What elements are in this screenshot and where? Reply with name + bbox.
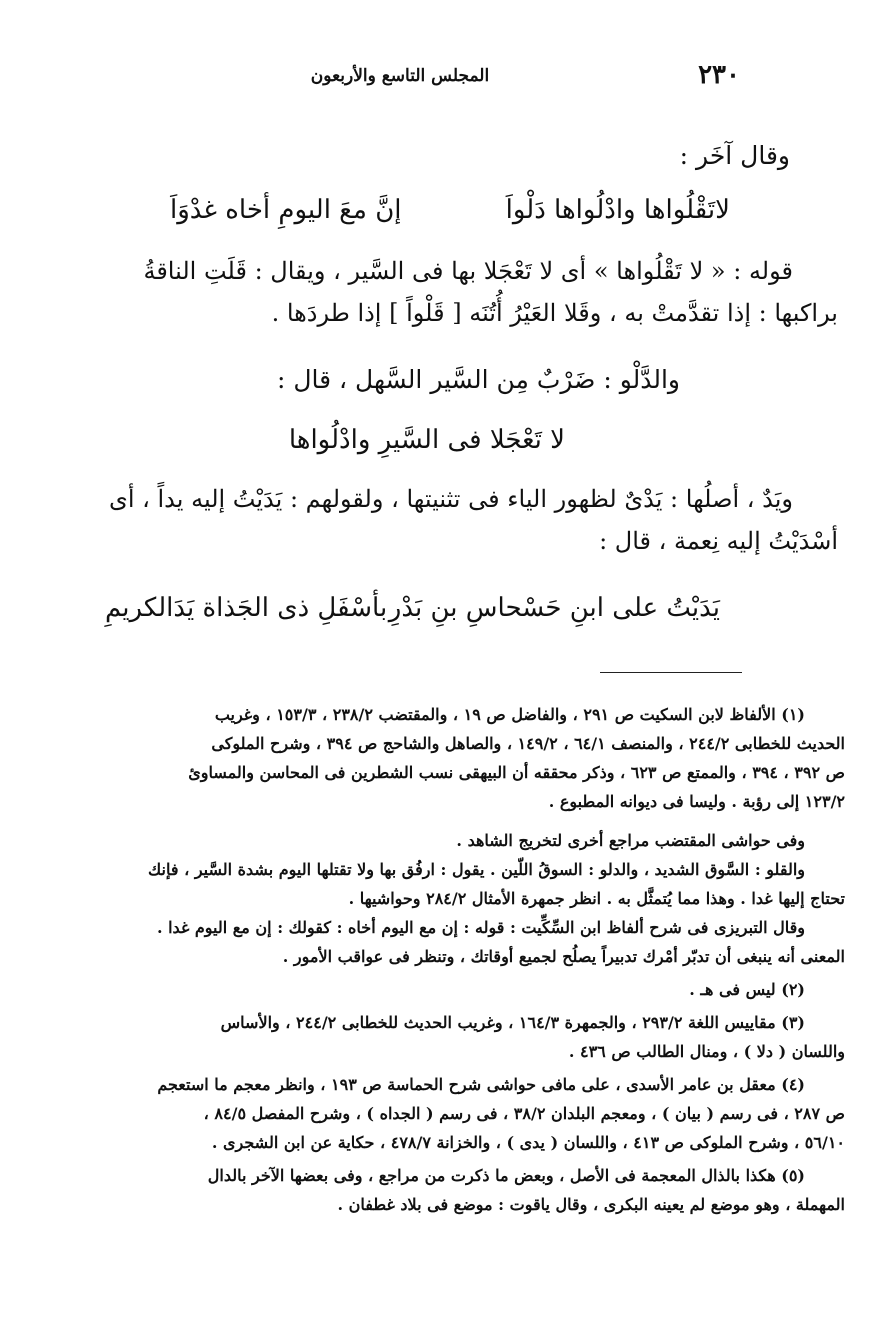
footnote-3-line-2: واللسان ( دلا ) ، ومنال الطالب ص ٤٣٦ . (568, 1042, 845, 1061)
chapter-title: المجلس التاسع والأربعون (310, 66, 490, 86)
footnote-1-line-4: ١٢٣/٢ إلى رؤبة . وليسا فى ديوانه المطبوع . (548, 792, 845, 811)
verse-3-second-hemistich: بأسْفَلِ ذى الجَذاة يَدَالكريمِ (105, 593, 388, 623)
footnote-1 (45, 700, 845, 816)
footnote-1-line-3: ص ٣٩٢ ، ٣٩٤ ، والممتع ص ٦٢٣ ، وذكر محققه أن البيهقى نسب الشطرين فى المحاسن والمساوئ (188, 763, 845, 782)
verse-1-second-hemistich: إنَّ معَ اليومِ أخاه غدْوَاَ (170, 195, 402, 225)
paragraph-2: والدَّلْو : ضَرْبٌ مِن السَّير السَّهل ، قال : (276, 365, 680, 394)
footnote-1b-line-3: تحتاج إليها غدا . وهذا مما يُتمثَّل به . انظر جمهرة الأمثال ٢٨٤/٢ وحواشيها . (348, 889, 845, 908)
verse-3-first-hemistich: يَدَيْتُ على ابنِ حَسْحاسِ بنِ بَدْرِ (388, 593, 720, 623)
footnote-1-line-2: الحديث للخطابى ٢٤٤/٢ ، والمنصف ٦٤/١ ، ١٤٩/٢ ، والصاهل والشاحج ص ٣٩٤ ، وشرح الملوكى (211, 734, 845, 753)
footnote-1b-line-2: والقلو : السَّوق الشديد ، والدلو : السوقُ اللّين . يقول : ارفُق بها ولا تقتلها اليوم بشدة السَّير ، فإنك (148, 860, 805, 879)
footnote-3-line-1: (٣) مقاييس اللغة ٢٩٣/٢ ، والجمهرة ١٦٤/٣ ، وغريب الحديث للخطابى ٢٤٤/٢ ، والأساس (220, 1013, 805, 1032)
footnotes (45, 700, 845, 1223)
footnote-2 (45, 975, 845, 1004)
paragraph-3 (43, 478, 838, 562)
footnote-2-line-1: (٢) ليس فى هـ . (689, 980, 805, 999)
footnote-separator (600, 672, 742, 673)
footnote-4-line-3: ٥٦/١٠ ، وشرح الملوكى ص ٤١٣ ، واللسان ( يدى ) ، والخزانة ٤٧٨/٧ ، حكاية عن ابن الشجرى . (211, 1133, 845, 1152)
footnote-1-line-1: (١) الألفاظ لابن السكيت ص ٢٩١ ، والفاضل ص ١٩ ، والمقتضب ٢٣٨/٢ ، ١٥٣/٣ ، وغريب (214, 705, 805, 724)
footnote-4-line-2: ص ٢٨٧ ، فى رسم ( بيان ) ، ومعجم البلدان ٣٨/٢ ، فى رسم ( الجداه ) ، وشرح المفصل ٨٤/٥ ، (203, 1104, 845, 1123)
running-head (60, 60, 740, 94)
paragraph-1-line-2: براكبها : إذا تقدَّمتْ به ، وقَلا العَيْرُ أُتُنَه [ قَلْواً ] إذا طردَها . (271, 299, 838, 327)
footnote-1b-line-1: وفى حواشى المقتضب مراجع أخرى لتخريج الشاهد . (456, 831, 805, 850)
paragraph-1 (43, 250, 838, 334)
paragraph-3-line-2: أسْدَيْتُ إليه نِعمة ، قال : (599, 527, 838, 555)
footnote-1b-line-4: وقال التبريزى فى شرح ألفاظ ابن السِّكِّيت : قوله : إن مع اليوم أخاه : كقولك : إن مع اليوم غدا . (156, 918, 805, 937)
paragraph-3-line-1: ويَدٌ ، أصلُها : يَدْىٌ لظهور الياء فى تثنيتها ، ولقولهم : يَدَيْتُ إليه يداً ، أى (109, 485, 793, 513)
footnote-1b-line-5: المعنى أنه ينبغى أن تدبّر أمْرك تدبيراً يصلُح لجميع أوقاتك ، وتنظر فى عواقب الأمور . (282, 947, 845, 966)
footnote-5 (45, 1161, 845, 1219)
paragraph-1-line-1: قوله : « لا تَقْلُواها » أى لا تَعْجَلا بها فى السَّير ، ويقال : قَلَتِ الناقةُ (143, 257, 793, 285)
footnote-5-line-2: المهملة ، وهو موضع لم يعينه البكرى ، وقال ياقوت : موضع فى بلاد غطفان . (337, 1195, 845, 1214)
verse-2: لا تَعْجَلا فى السَّيرِ وادْلُواها (288, 425, 565, 455)
footnote-1-continued (45, 826, 845, 971)
footnote-4-line-1: (٤) معقل بن عامر الأسدى ، على مافى حواشى شرح الحماسة ص ١٩٣ ، وانظر معجم ما استعجم (157, 1075, 805, 1094)
footnote-4 (45, 1070, 845, 1157)
page-number: ٢٣٠ (698, 60, 740, 90)
footnote-3 (45, 1008, 845, 1066)
intro-line: وقال آخَر : (679, 141, 790, 170)
verse-1-first-hemistich: لاتَقْلُواها وادْلُواها دَلْواَ (505, 195, 730, 225)
footnote-5-line-1: (٥) هكذا بالذال المعجمة فى الأصل ، وبعض ما ذكرت من مراجع ، وفى بعضها الآخر بالدال (207, 1166, 805, 1185)
